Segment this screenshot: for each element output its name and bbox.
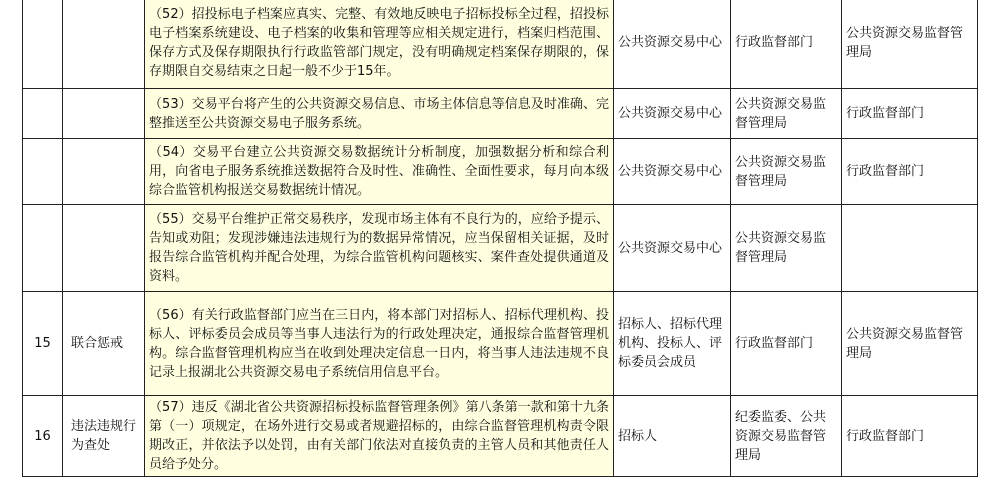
supervising-department: 行政监督部门 xyxy=(842,89,978,139)
responsible-subject: 招标人、招标代理机构、投标人、评标委员会成员 xyxy=(614,292,731,396)
table-row xyxy=(23,89,978,139)
responsible-subject: 公共资源交易中心 xyxy=(614,89,731,139)
responsible-department: 行政监督部门 xyxy=(731,0,842,89)
clause-text: （54）交易平台建立公共资源交易数据统计分析制度，加强数据分析和综合利用，向省电子服务系统推送数据符合及时性、准确性、全面性要求，每月向本级综合监管机构报送交易数据统计情况。 xyxy=(145,139,614,205)
supervising-department: 公共资源交易监督管理局 xyxy=(842,0,978,89)
row-number: 15 xyxy=(23,292,63,396)
item-name: 违法违规行为查处 xyxy=(63,396,145,477)
table-row xyxy=(23,0,978,89)
row-number xyxy=(23,139,63,205)
table-row xyxy=(23,292,978,396)
clause-text: （56）有关行政监督部门应当在三日内，将本部门对招标人、招标代理机构、投标人、评标委员会成员等当事人违法行为的行政处理决定，通报综合监督管理机构。综合监督管理机构应当在收到处理决定信息一日内，将当事人违法违规不良记录上报湖北公共资源交易电子系统信用信息平台。 xyxy=(145,292,614,396)
item-name xyxy=(63,205,145,292)
row-number xyxy=(23,0,63,89)
row-number: 16 xyxy=(23,396,63,477)
responsible-department: 公共资源交易监督管理局 xyxy=(731,205,842,292)
item-name xyxy=(63,0,145,89)
table-row xyxy=(23,396,978,477)
table-row xyxy=(23,139,978,205)
responsible-department: 行政监督部门 xyxy=(731,292,842,396)
regulation-table xyxy=(22,0,978,477)
responsible-department: 纪委监委、公共资源交易监督管理局 xyxy=(731,396,842,477)
clause-text: （53）交易平台将产生的公共资源交易信息、市场主体信息等信息及时准确、完整推送至公共资源交易电子服务系统。 xyxy=(145,89,614,139)
responsible-subject: 招标人 xyxy=(614,396,731,477)
supervising-department: 公共资源交易监督管理局 xyxy=(842,292,978,396)
clause-text: （57）违反《湖北省公共资源招标投标监督管理条例》第八条第一款和第十九条第（一）项规定，在场外进行交易或者规避招标的，由综合监督管理机构责令限期改正，并依法予以处罚，由有关部门依法对直接负责的主管人员和其他责任人员给予处分。 xyxy=(145,396,614,477)
clause-text: （52）招投标电子档案应真实、完整、有效地反映电子招标投标全过程，招投标电子档案系统建设、电子档案的收集和管理等应相关规定进行，档案归档范围、保存方式及保存期限执行行政监管部门规定，没有明确规定档案保存期限的，保存期限自交易结束之日起一般不少于15年。 xyxy=(145,0,614,89)
responsible-subject: 公共资源交易中心 xyxy=(614,205,731,292)
supervising-department xyxy=(842,205,978,292)
supervising-department: 行政监督部门 xyxy=(842,139,978,205)
item-name xyxy=(63,89,145,139)
clause-text: （55）交易平台维护正常交易秩序，发现市场主体有不良行为的，应给予提示、告知或劝阻；发现涉嫌违法违规行为的数据异常情况，应当保留相关证据，及时报告综合监管机构并配合处理，为综合监管机构问题核实、案件查处提供通道及资料。 xyxy=(145,205,614,292)
row-number xyxy=(23,205,63,292)
table-row xyxy=(23,205,978,292)
responsible-subject: 公共资源交易中心 xyxy=(614,0,731,89)
responsible-subject: 公共资源交易中心 xyxy=(614,139,731,205)
responsible-department: 公共资源交易监督管理局 xyxy=(731,139,842,205)
row-number xyxy=(23,89,63,139)
item-name xyxy=(63,139,145,205)
item-name: 联合惩戒 xyxy=(63,292,145,396)
supervising-department: 行政监督部门 xyxy=(842,396,978,477)
responsible-department: 公共资源交易监督管理局 xyxy=(731,89,842,139)
